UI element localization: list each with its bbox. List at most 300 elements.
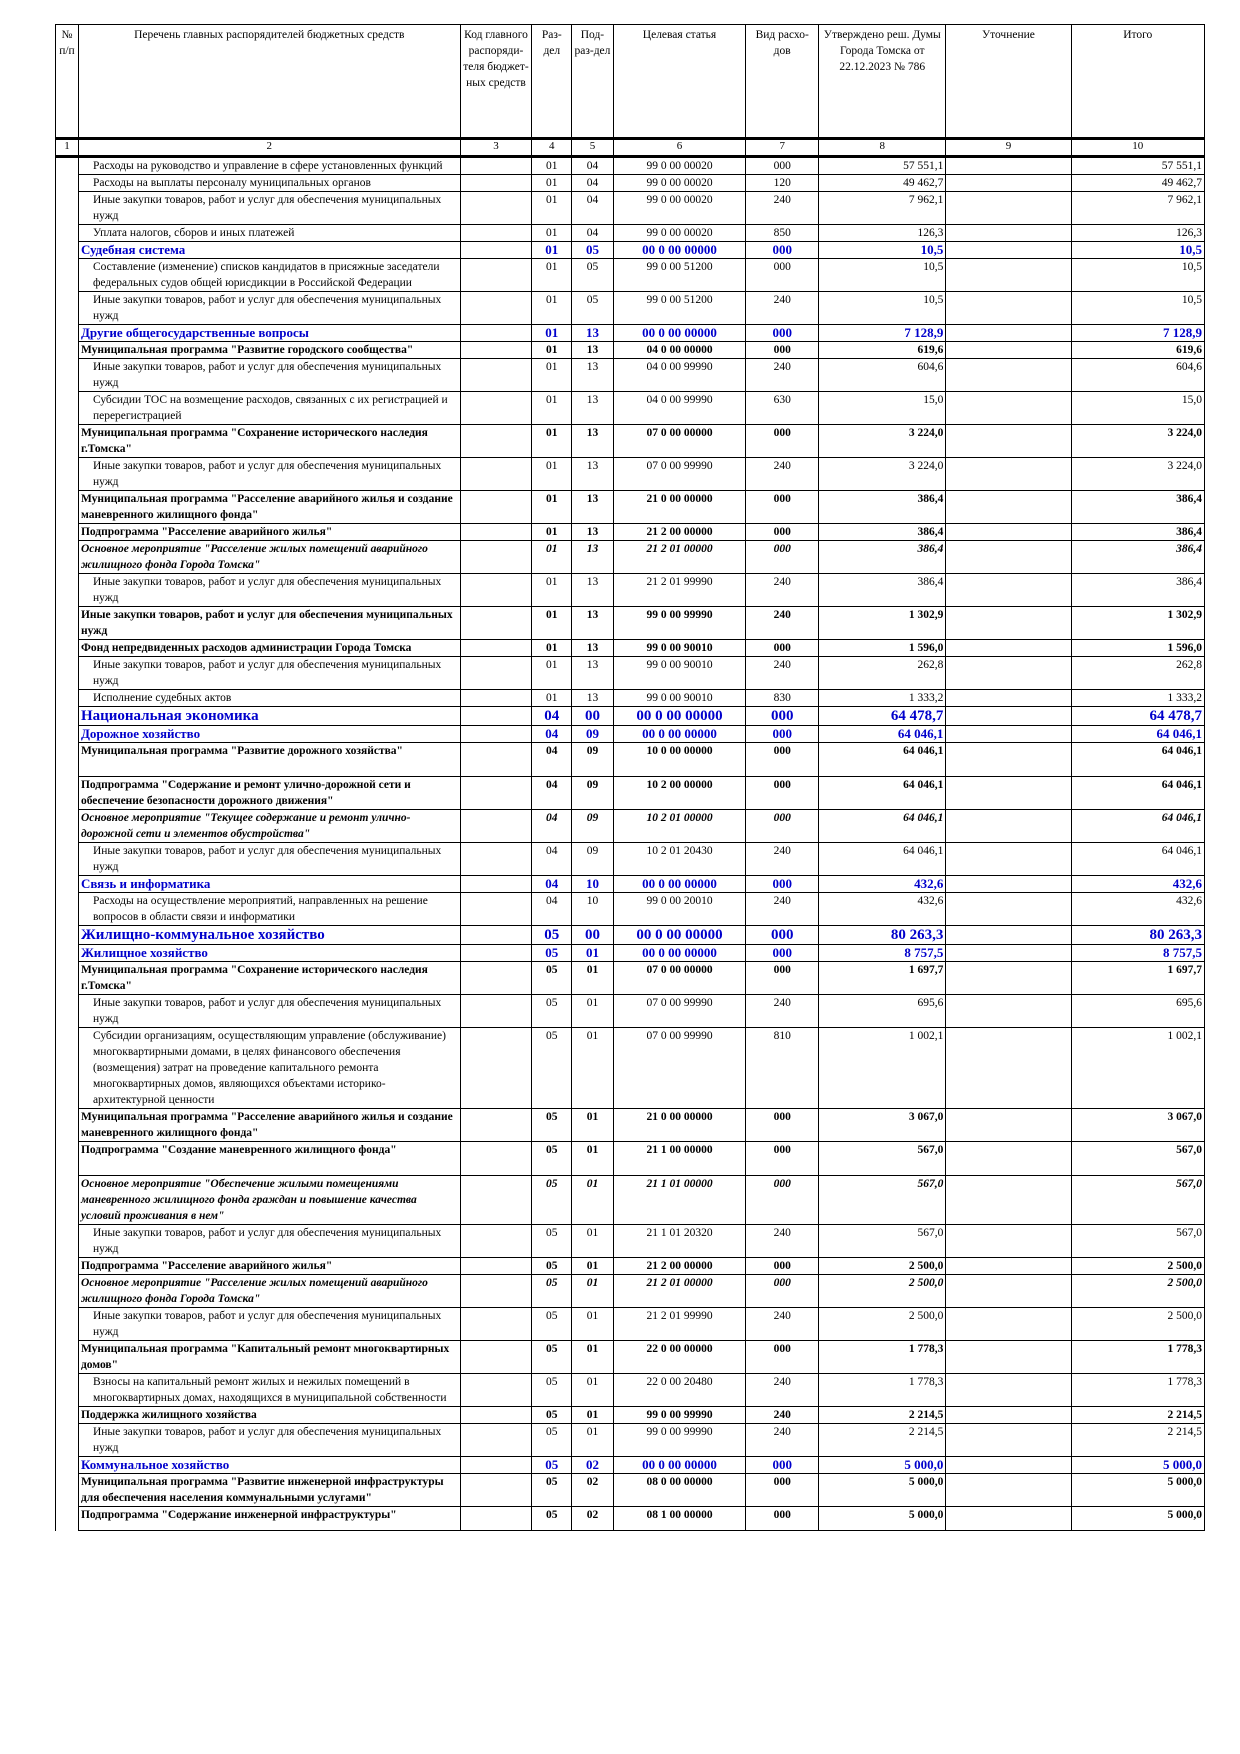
table-row <box>56 574 1205 607</box>
table-row <box>56 995 1205 1028</box>
target-article: 00 0 00 00000 <box>613 876 745 893</box>
approved-amount: 386,4 <box>819 524 946 541</box>
row-name: Подпрограмма "Содержание и ремонт улично-дорожной сети и обеспечение безопасности дорожного движения" <box>78 777 460 810</box>
table-row <box>56 707 1205 726</box>
total-amount: 64 046,1 <box>1071 777 1205 810</box>
table-row <box>56 392 1205 425</box>
section-code: 01 <box>532 541 572 574</box>
table-row <box>56 458 1205 491</box>
distributor-code <box>460 1176 532 1225</box>
approved-amount: 3 067,0 <box>819 1109 946 1142</box>
total-amount: 386,4 <box>1071 574 1205 607</box>
clarification-amount <box>946 325 1071 342</box>
row-name: Коммунальное хозяйство <box>78 1457 460 1474</box>
row-name: Иные закупки товаров, работ и услуг для обеспечения муниципальных нужд <box>78 607 460 640</box>
section-code: 05 <box>532 995 572 1028</box>
distributor-code <box>460 524 532 541</box>
subsection-code: 13 <box>572 491 614 524</box>
section-code: 01 <box>532 192 572 225</box>
row-name: Расходы на выплаты персоналу муниципальных органов <box>78 175 460 192</box>
distributor-code <box>460 242 532 259</box>
table-row <box>56 259 1205 292</box>
subsection-code: 00 <box>572 707 614 726</box>
total-amount: 567,0 <box>1071 1176 1205 1225</box>
distributor-code <box>460 292 532 325</box>
total-amount: 5 000,0 <box>1071 1474 1205 1507</box>
header-approved: Утверждено реш. Думы Города Томска от 22.12.2023 № 786 <box>819 25 946 139</box>
distributor-code <box>460 1142 532 1176</box>
total-amount: 386,4 <box>1071 524 1205 541</box>
clarification-amount <box>946 175 1071 192</box>
row-name: Составление (изменение) списков кандидатов в присяжные заседатели федеральных судов общей юрисдикции в Российской Федерации <box>78 259 460 292</box>
distributor-code <box>460 726 532 743</box>
target-article: 99 0 00 90010 <box>613 640 745 657</box>
row-name: Связь и информатика <box>78 876 460 893</box>
row-number-cell <box>56 458 79 491</box>
distributor-code <box>460 1424 532 1457</box>
target-article: 00 0 00 00000 <box>613 945 745 962</box>
clarification-amount <box>946 458 1071 491</box>
table-row <box>56 777 1205 810</box>
section-code: 04 <box>532 777 572 810</box>
clarification-amount <box>946 342 1071 359</box>
table-body <box>56 157 1205 1531</box>
row-number-cell <box>56 425 79 458</box>
expense-type: 000 <box>746 541 819 574</box>
row-number-cell <box>56 342 79 359</box>
distributor-code <box>460 1225 532 1258</box>
target-article: 21 2 01 00000 <box>613 541 745 574</box>
total-amount: 3 224,0 <box>1071 458 1205 491</box>
clarification-amount <box>946 192 1071 225</box>
subsection-code: 13 <box>572 342 614 359</box>
table-row <box>56 657 1205 690</box>
distributor-code <box>460 810 532 843</box>
table-row <box>56 541 1205 574</box>
expense-type: 000 <box>746 524 819 541</box>
row-name: Поддержка жилищного хозяйства <box>78 1407 460 1424</box>
subsection-code: 01 <box>572 945 614 962</box>
section-code: 05 <box>532 926 572 945</box>
subsection-code: 10 <box>572 876 614 893</box>
total-amount: 2 500,0 <box>1071 1258 1205 1275</box>
row-number-cell <box>56 1474 79 1507</box>
row-name: Фонд непредвиденных расходов администрации Города Томска <box>78 640 460 657</box>
target-article: 04 0 00 99990 <box>613 359 745 392</box>
expense-type: 000 <box>746 926 819 945</box>
subsection-code: 01 <box>572 962 614 995</box>
total-amount: 5 000,0 <box>1071 1457 1205 1474</box>
row-number-cell <box>56 945 79 962</box>
total-amount: 15,0 <box>1071 392 1205 425</box>
section-code: 01 <box>532 524 572 541</box>
row-number-cell <box>56 1457 79 1474</box>
column-number: 10 <box>1071 139 1205 157</box>
subsection-code: 13 <box>572 524 614 541</box>
column-number: 3 <box>460 139 532 157</box>
row-name: Муниципальная программа "Капитальный ремонт многоквартирных домов" <box>78 1341 460 1374</box>
distributor-code <box>460 175 532 192</box>
distributor-code <box>460 541 532 574</box>
subsection-code: 01 <box>572 1176 614 1225</box>
expense-type: 630 <box>746 392 819 425</box>
table-row <box>56 425 1205 458</box>
subsection-code: 01 <box>572 1374 614 1407</box>
row-number-cell <box>56 157 79 175</box>
total-amount: 1 778,3 <box>1071 1374 1205 1407</box>
expense-type: 000 <box>746 1341 819 1374</box>
distributor-code <box>460 657 532 690</box>
approved-amount: 1 697,7 <box>819 962 946 995</box>
distributor-code <box>460 690 532 707</box>
header-row <box>56 25 1205 139</box>
clarification-amount <box>946 1275 1071 1308</box>
expense-type: 830 <box>746 690 819 707</box>
distributor-code <box>460 342 532 359</box>
row-number-cell <box>56 657 79 690</box>
total-amount: 386,4 <box>1071 541 1205 574</box>
approved-amount: 7 962,1 <box>819 192 946 225</box>
distributor-code <box>460 1374 532 1407</box>
distributor-code <box>460 325 532 342</box>
total-amount: 3 224,0 <box>1071 425 1205 458</box>
table-row <box>56 1176 1205 1225</box>
approved-amount: 3 224,0 <box>819 458 946 491</box>
expense-type: 240 <box>746 607 819 640</box>
target-article: 07 0 00 99990 <box>613 1028 745 1109</box>
total-amount: 10,5 <box>1071 259 1205 292</box>
row-number-cell <box>56 926 79 945</box>
distributor-code <box>460 926 532 945</box>
row-name: Субсидии ТОС на возмещение расходов, связанных с их регистрацией и перерегистрацией <box>78 392 460 425</box>
column-number: 1 <box>56 139 79 157</box>
row-number-cell <box>56 574 79 607</box>
approved-amount: 1 302,9 <box>819 607 946 640</box>
table-row <box>56 926 1205 945</box>
subsection-code: 04 <box>572 157 614 175</box>
section-code: 01 <box>532 392 572 425</box>
expense-type: 000 <box>746 945 819 962</box>
subsection-code: 04 <box>572 175 614 192</box>
approved-amount: 64 046,1 <box>819 843 946 876</box>
section-code: 01 <box>532 342 572 359</box>
section-code: 05 <box>532 1424 572 1457</box>
section-code: 04 <box>532 876 572 893</box>
target-article: 00 0 00 00000 <box>613 926 745 945</box>
distributor-code <box>460 995 532 1028</box>
expense-type: 240 <box>746 893 819 926</box>
clarification-amount <box>946 1109 1071 1142</box>
expense-type: 240 <box>746 1308 819 1341</box>
subsection-code: 13 <box>572 392 614 425</box>
total-amount: 2 500,0 <box>1071 1275 1205 1308</box>
approved-amount: 604,6 <box>819 359 946 392</box>
subsection-code: 01 <box>572 1142 614 1176</box>
row-name: Иные закупки товаров, работ и услуг для обеспечения муниципальных нужд <box>78 1308 460 1341</box>
table-row <box>56 524 1205 541</box>
distributor-code <box>460 1275 532 1308</box>
expense-type: 000 <box>746 491 819 524</box>
expense-type: 000 <box>746 157 819 175</box>
row-name: Иные закупки товаров, работ и услуг для обеспечения муниципальных нужд <box>78 192 460 225</box>
target-article: 08 0 00 00000 <box>613 1474 745 1507</box>
column-number: 8 <box>819 139 946 157</box>
subsection-code: 09 <box>572 843 614 876</box>
expense-type: 000 <box>746 876 819 893</box>
table-row <box>56 175 1205 192</box>
target-article: 99 0 00 00020 <box>613 175 745 192</box>
clarification-amount <box>946 1507 1071 1531</box>
distributor-code <box>460 225 532 242</box>
row-number-cell <box>56 292 79 325</box>
row-number-cell <box>56 524 79 541</box>
row-number-cell <box>56 607 79 640</box>
expense-type: 000 <box>746 425 819 458</box>
table-row <box>56 962 1205 995</box>
clarification-amount <box>946 225 1071 242</box>
target-article: 99 0 00 99990 <box>613 1424 745 1457</box>
target-article: 21 2 00 00000 <box>613 524 745 541</box>
total-amount: 695,6 <box>1071 995 1205 1028</box>
distributor-code <box>460 392 532 425</box>
expense-type: 000 <box>746 1474 819 1507</box>
expense-type: 240 <box>746 574 819 607</box>
expense-type: 000 <box>746 640 819 657</box>
row-number-cell <box>56 726 79 743</box>
table-row <box>56 1457 1205 1474</box>
approved-amount: 5 000,0 <box>819 1474 946 1507</box>
target-article: 21 2 00 00000 <box>613 1258 745 1275</box>
clarification-amount <box>946 1341 1071 1374</box>
row-name: Иные закупки товаров, работ и услуг для обеспечения муниципальных нужд <box>78 458 460 491</box>
total-amount: 57 551,1 <box>1071 157 1205 175</box>
distributor-code <box>460 259 532 292</box>
total-amount: 432,6 <box>1071 893 1205 926</box>
expense-type: 240 <box>746 292 819 325</box>
header-distributors: Перечень главных распорядителей бюджетных средств <box>78 25 460 139</box>
approved-amount: 3 224,0 <box>819 425 946 458</box>
target-article: 10 0 00 00000 <box>613 743 745 777</box>
row-number-cell <box>56 1424 79 1457</box>
clarification-amount <box>946 574 1071 607</box>
table-row <box>56 1142 1205 1176</box>
total-amount: 1 302,9 <box>1071 607 1205 640</box>
expense-type: 000 <box>746 726 819 743</box>
distributor-code <box>460 707 532 726</box>
column-number: 6 <box>613 139 745 157</box>
target-article: 99 0 00 00020 <box>613 157 745 175</box>
clarification-amount <box>946 893 1071 926</box>
approved-amount: 2 214,5 <box>819 1424 946 1457</box>
subsection-code: 01 <box>572 1258 614 1275</box>
subsection-code: 09 <box>572 777 614 810</box>
row-number-cell <box>56 1507 79 1531</box>
row-name: Расходы на руководство и управление в сфере установленных функций <box>78 157 460 175</box>
section-code: 01 <box>532 491 572 524</box>
total-amount: 64 478,7 <box>1071 707 1205 726</box>
clarification-amount <box>946 157 1071 175</box>
target-article: 00 0 00 00000 <box>613 726 745 743</box>
column-number: 9 <box>946 139 1071 157</box>
table-row <box>56 876 1205 893</box>
distributor-code <box>460 640 532 657</box>
section-code: 04 <box>532 743 572 777</box>
subsection-code: 05 <box>572 259 614 292</box>
target-article: 21 1 00 00000 <box>613 1142 745 1176</box>
total-amount: 3 067,0 <box>1071 1109 1205 1142</box>
expense-type: 000 <box>746 707 819 726</box>
row-name: Жилищное хозяйство <box>78 945 460 962</box>
target-article: 04 0 00 00000 <box>613 342 745 359</box>
target-article: 99 0 00 99990 <box>613 607 745 640</box>
approved-amount: 57 551,1 <box>819 157 946 175</box>
total-amount: 1 596,0 <box>1071 640 1205 657</box>
total-amount: 2 500,0 <box>1071 1308 1205 1341</box>
total-amount: 10,5 <box>1071 242 1205 259</box>
clarification-amount <box>946 359 1071 392</box>
approved-amount: 1 333,2 <box>819 690 946 707</box>
approved-amount: 10,5 <box>819 242 946 259</box>
expense-type: 000 <box>746 1176 819 1225</box>
row-name: Иные закупки товаров, работ и услуг для обеспечения муниципальных нужд <box>78 292 460 325</box>
section-code: 05 <box>532 1341 572 1374</box>
target-article: 21 0 00 00000 <box>613 1109 745 1142</box>
row-number-cell <box>56 1142 79 1176</box>
approved-amount: 64 046,1 <box>819 810 946 843</box>
subsection-code: 02 <box>572 1474 614 1507</box>
row-number-cell <box>56 962 79 995</box>
header-number: № п/п <box>56 25 79 139</box>
target-article: 21 1 01 00000 <box>613 1176 745 1225</box>
approved-amount: 432,6 <box>819 876 946 893</box>
target-article: 22 0 00 20480 <box>613 1374 745 1407</box>
subsection-code: 13 <box>572 325 614 342</box>
total-amount: 1 778,3 <box>1071 1341 1205 1374</box>
budget-table <box>55 24 1205 1531</box>
header-section: Раз-дел <box>532 25 572 139</box>
distributor-code <box>460 425 532 458</box>
table-row <box>56 192 1205 225</box>
section-code: 01 <box>532 292 572 325</box>
expense-type: 000 <box>746 1457 819 1474</box>
table-row <box>56 491 1205 524</box>
row-name: Взносы на капитальный ремонт жилых и нежилых помещений в многоквартирных домах, находящихся в муниципальной собственности <box>78 1374 460 1407</box>
subsection-code: 09 <box>572 810 614 843</box>
total-amount: 7 128,9 <box>1071 325 1205 342</box>
distributor-code <box>460 359 532 392</box>
section-code: 05 <box>532 1474 572 1507</box>
distributor-code <box>460 1457 532 1474</box>
row-name: Иные закупки товаров, работ и услуг для обеспечения муниципальных нужд <box>78 657 460 690</box>
table-row <box>56 1308 1205 1341</box>
section-code: 05 <box>532 1225 572 1258</box>
approved-amount: 64 478,7 <box>819 707 946 726</box>
clarification-amount <box>946 259 1071 292</box>
row-name: Иные закупки товаров, работ и услуг для обеспечения муниципальных нужд <box>78 574 460 607</box>
approved-amount: 1 596,0 <box>819 640 946 657</box>
expense-type: 240 <box>746 1424 819 1457</box>
subsection-code: 01 <box>572 995 614 1028</box>
clarification-amount <box>946 1407 1071 1424</box>
row-name: Муниципальная программа "Развитие инженерной инфраструктуры для обеспечения населения коммунальными услугами" <box>78 1474 460 1507</box>
row-name: Муниципальная программа "Расселение аварийного жилья и создание маневренного жилищного фонда" <box>78 491 460 524</box>
clarification-amount <box>946 1258 1071 1275</box>
expense-type: 810 <box>746 1028 819 1109</box>
total-amount: 2 214,5 <box>1071 1424 1205 1457</box>
section-code: 05 <box>532 1142 572 1176</box>
section-code: 05 <box>532 1275 572 1308</box>
clarification-amount <box>946 607 1071 640</box>
row-name: Уплата налогов, сборов и иных платежей <box>78 225 460 242</box>
row-number-cell <box>56 810 79 843</box>
expense-type: 000 <box>746 1142 819 1176</box>
expense-type: 850 <box>746 225 819 242</box>
clarification-amount <box>946 1028 1071 1109</box>
expense-type: 240 <box>746 1225 819 1258</box>
subsection-code: 01 <box>572 1407 614 1424</box>
approved-amount: 695,6 <box>819 995 946 1028</box>
expense-type: 240 <box>746 1374 819 1407</box>
total-amount: 386,4 <box>1071 491 1205 524</box>
row-name: Иные закупки товаров, работ и услуг для обеспечения муниципальных нужд <box>78 1225 460 1258</box>
approved-amount: 80 263,3 <box>819 926 946 945</box>
section-code: 01 <box>532 425 572 458</box>
subsection-code: 10 <box>572 893 614 926</box>
section-code: 01 <box>532 242 572 259</box>
table-row <box>56 1341 1205 1374</box>
table-row <box>56 726 1205 743</box>
expense-type: 000 <box>746 242 819 259</box>
table-row <box>56 1225 1205 1258</box>
clarification-amount <box>946 690 1071 707</box>
column-number: 2 <box>78 139 460 157</box>
expense-type: 240 <box>746 359 819 392</box>
total-amount: 49 462,7 <box>1071 175 1205 192</box>
target-article: 07 0 00 00000 <box>613 962 745 995</box>
approved-amount: 15,0 <box>819 392 946 425</box>
target-article: 99 0 00 00020 <box>613 192 745 225</box>
distributor-code <box>460 1028 532 1109</box>
row-name: Основное мероприятие "Расселение жилых помещений аварийного жилищного фонда Города Томска" <box>78 1275 460 1308</box>
target-article: 99 0 00 90010 <box>613 657 745 690</box>
total-amount: 2 214,5 <box>1071 1407 1205 1424</box>
row-number-cell <box>56 1225 79 1258</box>
total-amount: 567,0 <box>1071 1225 1205 1258</box>
target-article: 99 0 00 99990 <box>613 1407 745 1424</box>
section-code: 05 <box>532 1109 572 1142</box>
section-code: 01 <box>532 157 572 175</box>
approved-amount: 7 128,9 <box>819 325 946 342</box>
distributor-code <box>460 607 532 640</box>
expense-type: 000 <box>746 1507 819 1531</box>
subsection-code: 09 <box>572 743 614 777</box>
target-article: 99 0 00 20010 <box>613 893 745 926</box>
table-row <box>56 1407 1205 1424</box>
header-total: Итого <box>1071 25 1205 139</box>
total-amount: 126,3 <box>1071 225 1205 242</box>
row-number-cell <box>56 1308 79 1341</box>
subsection-code: 01 <box>572 1341 614 1374</box>
row-number-cell <box>56 995 79 1028</box>
row-name: Иные закупки товаров, работ и услуг для обеспечения муниципальных нужд <box>78 1424 460 1457</box>
row-number-cell <box>56 491 79 524</box>
approved-amount: 8 757,5 <box>819 945 946 962</box>
total-amount: 8 757,5 <box>1071 945 1205 962</box>
subsection-code: 02 <box>572 1507 614 1531</box>
section-code: 05 <box>532 1308 572 1341</box>
header-clarification: Уточнение <box>946 25 1071 139</box>
table-row <box>56 743 1205 777</box>
